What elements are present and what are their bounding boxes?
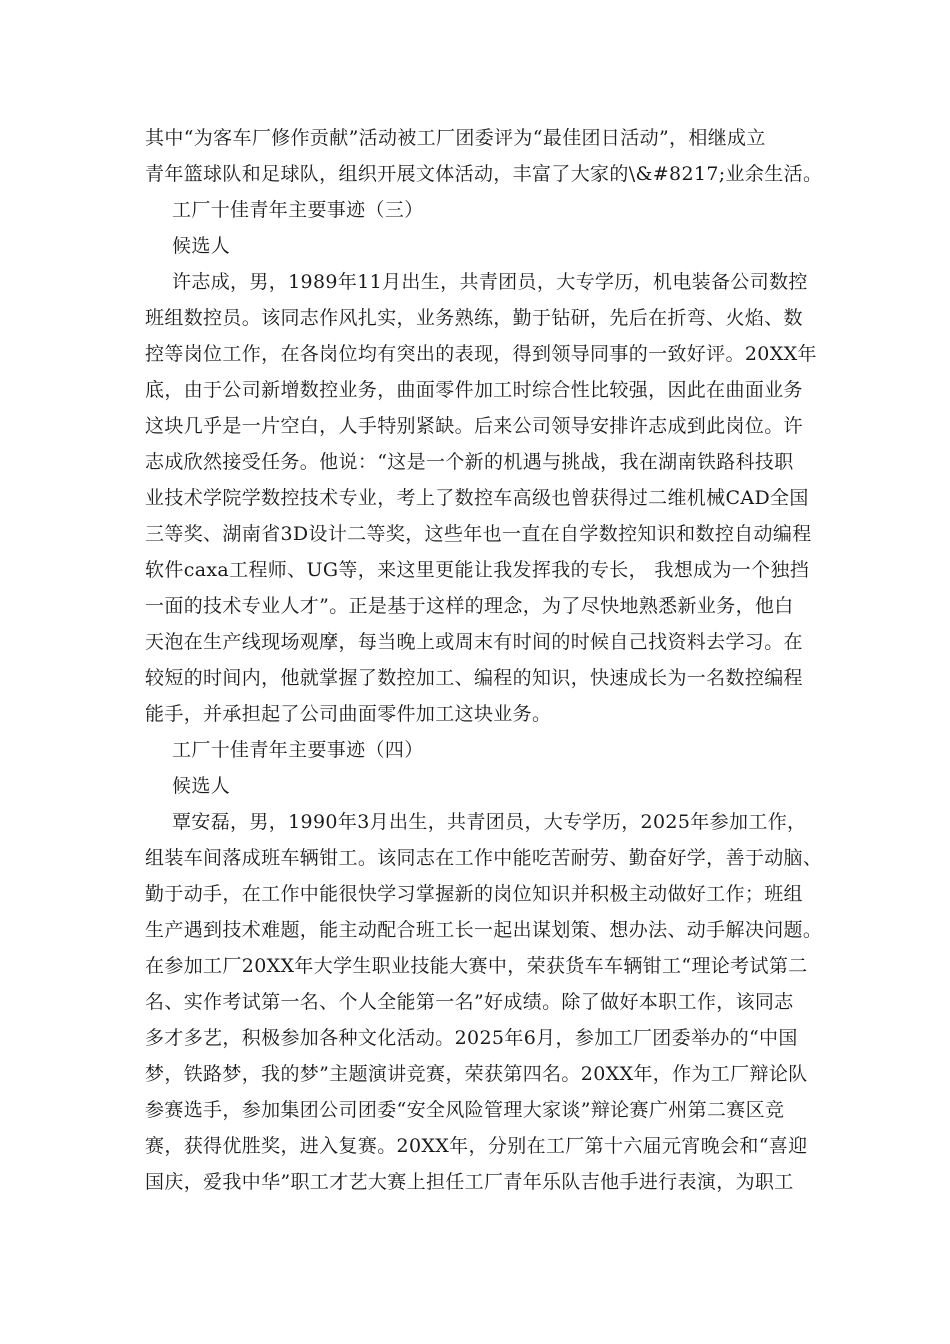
paragraph-line: 能手，并承担起了公司曲面零件加工这块业务。 xyxy=(145,703,552,725)
paragraph-line: 生产遇到技术难题，能主动配合班工长一起出谋划策、想办法、动手解决问题。 xyxy=(145,919,823,941)
paragraph-line: 底，由于公司新增数控业务，曲面零件加工时综合性比较强，因此在曲面业务 xyxy=(145,379,803,401)
paragraph-line: 许志成，男，1989年11月出生，共青团员，大专学历，机电装备公司数控 xyxy=(172,271,808,293)
paragraph-line: 志成欣然接受任务。他说：“这是一个新的机遇与挑战，我在湖南铁路科技职 xyxy=(145,451,794,473)
section-heading: 工厂十佳青年主要事迹（四） xyxy=(172,739,424,761)
paragraph-line: 较短的时间内，他就掌握了数控加工、编程的知识，快速成长为一名数控编程 xyxy=(145,667,803,689)
paragraph-line: 覃安磊，男，1990年3月出生，共青团员，大专学历，2025年参加工作， xyxy=(172,811,807,833)
paragraph-line: 组装车间落成班车辆钳工。该同志在工作中能吃苦耐劳、勤奋好学，善于动脑、 xyxy=(145,847,823,869)
paragraph-line: 名、实作考试第一名、个人全能第一名”好成绩。除了做好本职工作，该同志 xyxy=(145,991,794,1013)
paragraph-line: 这块几乎是一片空白，人手特别紧缺。后来公司领导安排许志成到此岗位。许 xyxy=(145,415,803,437)
paragraph-line: 软件caxa工程师、UG等，来这里更能让我发挥我的专长， 我想成为一个独挡 xyxy=(145,559,810,581)
paragraph-line: 班组数控员。该同志作风扎实，业务熟练，勤于钻研，先后在折弯、火焰、数 xyxy=(145,307,803,329)
candidate-label: 候选人 xyxy=(172,235,231,257)
paragraph-line: 参赛选手，参加集团公司团委“安全风险管理大家谈”辩论赛广州第二赛区竞 xyxy=(145,1099,785,1121)
paragraph-line: 多才多艺，积极参加各种文化活动。2025年6月，参加工厂团委举办的“中国 xyxy=(145,1027,798,1049)
candidate-label: 候选人 xyxy=(172,775,231,797)
paragraph-line: 在参加工厂20XX年大学生职业技能大赛中，荣获货车车辆钳工“理论考试第二 xyxy=(145,955,808,977)
paragraph-line: 一面的技术专业人才”。正是基于这样的理念，为了尽快地熟悉新业务，他白 xyxy=(145,595,794,617)
paragraph-line: 国庆，爱我中华”职工才艺大赛上担任工厂青年乐队吉他手进行表演，为职工 xyxy=(145,1171,794,1193)
paragraph-line: 天泡在生产线现场观摩，每当晚上或周末有时间的时候自己找资料去学习。在 xyxy=(145,631,803,653)
paragraph-line: 控等岗位工作，在各岗位均有突出的表现，得到领导同事的一致好评。20XX年 xyxy=(145,343,817,365)
paragraph-line: 勤于动手，在工作中能很快学习掌握新的岗位知识并积极主动做好工作；班组 xyxy=(145,883,803,905)
paragraph-line: 三等奖、湖南省3D设计二等奖，这些年也一直在自学数控知识和数控自动编程 xyxy=(145,523,812,545)
paragraph-line: 业技术学院学数控技术专业，考上了数控车高级也曾获得过二维机械CAD全国 xyxy=(145,487,809,509)
paragraph-line: 赛，获得优胜奖，进入复赛。20XX年，分别在工厂第十六届元宵晚会和“喜迎 xyxy=(145,1135,808,1157)
paragraph-line: 青年篮球队和足球队，组织开展文体活动，丰富了大家的\&#8217;业余生活。 xyxy=(145,163,823,185)
section-heading: 工厂十佳青年主要事迹（三） xyxy=(172,199,424,221)
paragraph-line: 梦，铁路梦，我的梦”主题演讲竞赛，荣获第四名。20XX年，作为工厂辩论队 xyxy=(145,1063,808,1085)
paragraph-line: 其中“为客车厂修作贡献”活动被工厂团委评为“最佳团日活动”，相继成立 xyxy=(145,127,766,149)
